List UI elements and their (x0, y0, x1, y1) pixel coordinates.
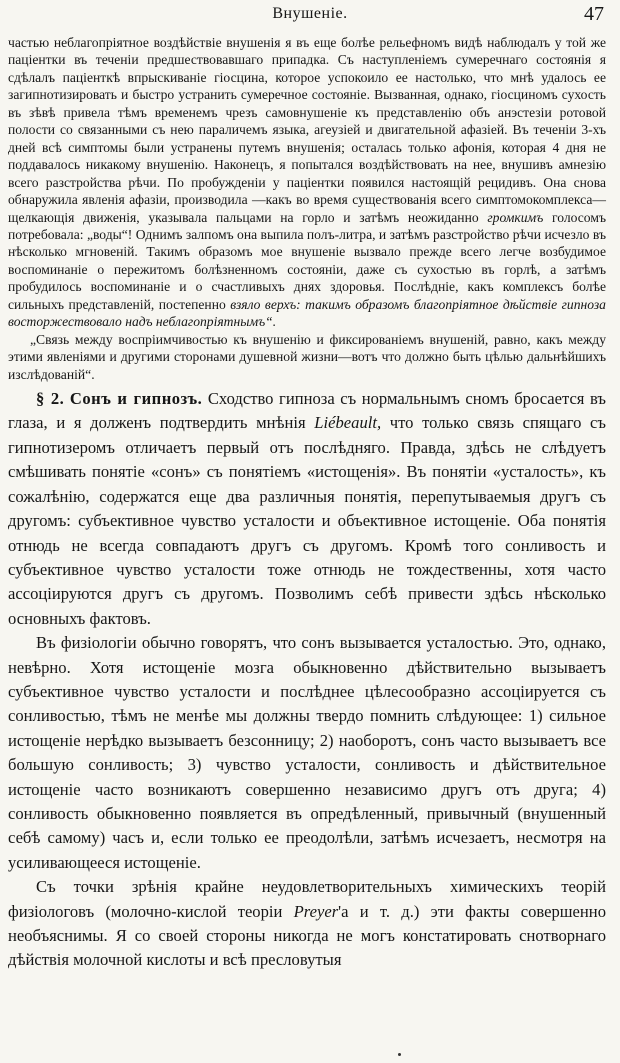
page-body (8, 34, 606, 973)
paragraph-text: Съ точки зрѣнія крайне неудовлетворительныхъ химическихъ теорій физіологовъ (молочно-кислой теоріи (8, 877, 606, 921)
quote-paragraph-1 (8, 34, 606, 331)
section-paragraph-2: Въ физіологіи обычно говорятъ, что сонъ вызывается усталостью. Это, однако, невѣрно. Хотя истощеніе мозга обыкновенно дѣйствительно вызываетъ субъективное чувство усталости и послѣднее цѣлесообразно ассоціируется съ сонливостью, тѣмъ не менѣе мы должны твердо помнить слѣдующее: 1) сильное истощеніе нерѣдко вызываетъ безсонницу; 2) наоборотъ, сонъ часто вызываетъ все большую сонливость; 3) чувство усталости, сонливость и дѣйствительное истощеніе часто возникаютъ совершенно независимо другъ отъ друга; 4) сонливость обыкновенно появляется въ опредѣленный, привычный (внушенный себѣ самому) часъ и, если только ее преодолѣли, затѣмъ исчезаетъ, несмотря на усиливающееся истощеніе. (8, 633, 606, 872)
author-name: Liébeault, (314, 413, 382, 433)
section-paragraph-3 (8, 875, 606, 973)
running-head: Внушеніе. (272, 5, 348, 22)
quoted-passage (8, 34, 606, 383)
section-number: § 2. (36, 389, 65, 409)
section-title: Сонъ и гипнозъ. (69, 389, 203, 409)
section-sleep-and-hypnosis (8, 387, 606, 973)
emphasized-word: громкимъ (487, 209, 544, 225)
paragraph-text: Сходство гипноза съ нормальнымъ сномъ бросается въ глаза, и я долженъ подтвердить мнѣнія (8, 389, 606, 433)
author-name: Preyer (293, 901, 339, 921)
emphasized-phrase: взяло верхъ: такимъ образомъ благопріятное дѣйствіе гипноза восторжествовало надъ неблагопріятнымъ“. (8, 296, 606, 330)
paragraph-text-tail: 'а и т. д.) эти факты совершенно необъяснимы. Я со своей стороны никогда не могъ констатировать снотворнаго дѣйствія молочной кислоты и всѣ пресловутыя (8, 901, 606, 970)
quote-text: частью неблагопріятное воздѣйствіе внушенія я въ еще болѣе рельефномъ видѣ наблюдалъ у той же паціентки въ теченіи предшествовавшаго припадка. Съ наступленіемъ сумеречнаго состоянія я сдѣлалъ паціенткѣ впрыскиваніе гіосцина, которое успокоило ее настолько, что мнѣ удалось ее загипнотизировать и быстро устранить сумеречное состояніе. Вызванная, однако, гіосциномъ сухость въ зѣвѣ привела тѣмъ временемъ чрезъ самовнушеніе къ представленію объ анэстезіи ротовой полости со связанными съ нею параличемъ языка, агеузіей и двигательной афазіей. Въ теченіи 3-хъ дней всѣ симптомы были устранены путемъ внушенія; осталась только афонія, которая 4 дня не поддавалось никакому внушенію. Наконецъ, я попытался воздѣйствовать на нее, внушивъ амнезію всего разстройства рѣчи. По пробужденіи у паціентки появился настоящій рецидивъ. Она снова обнаружила явленія афазіи, производила —какъ во время существованія всего симптомокомплекса—щелкающія движенія, указывала пальцами на горло и затѣмъ неожиданно (8, 35, 606, 225)
page-number: 47 (584, 3, 604, 25)
quote-paragraph-2: „Связь между воспріимчивостью къ внушенію и фиксированіемъ внушеній, равно, какъ между этими явленіями и другими сторонами душевной жизни—вотъ что должно быть цѣлью дальнѣйшихъ изслѣдованій“. (8, 331, 606, 382)
paragraph-text-tail: что только связь спящаго съ гипнотизеромъ отличаетъ первый отъ послѣдняго. Правда, здѣсь не слѣдуетъ смѣшивать понятіе «сонъ» съ понятіемъ «истощенія». Въ понятіи «усталость», къ сожалѣнію, содержатся еще два различныя понятія, перепутываемыя другъ съ другомъ: субъективное чувство усталости и объективное истощеніе. Оба понятія отнюдь не всегда совпадаютъ другъ съ другомъ. Кромѣ того сонливость и субъективное чувство усталости тоже отнюдь не тождественны, хотя часто ассоціируются другъ съ другомъ. Позволимъ себѣ привести здѣсь нѣсколько основныхъ фактовъ. (8, 413, 606, 628)
print-speck (398, 1053, 401, 1056)
section-paragraph-1 (8, 387, 606, 631)
page-header (0, 3, 620, 29)
quote-text-tail: голосомъ потребовала: „воды“! Однимъ залпомъ она выпила полъ-литра, и затѣмъ разстройство рѣчи исчезло въ нѣсколько мгновеній. Такимъ образомъ мое внушеніе вызвало прежде всего легче возбудимое воспоминаніе о пережитомъ болѣзненномъ состояніи, даже съ сухостью въ горлѣ, а затѣмъ пробудилось воспоминаніе и о счастливыхъ днях здоровья. Послѣдніе, какъ комплексъ болѣе сильныхъ представленій, постепенно (8, 209, 606, 312)
